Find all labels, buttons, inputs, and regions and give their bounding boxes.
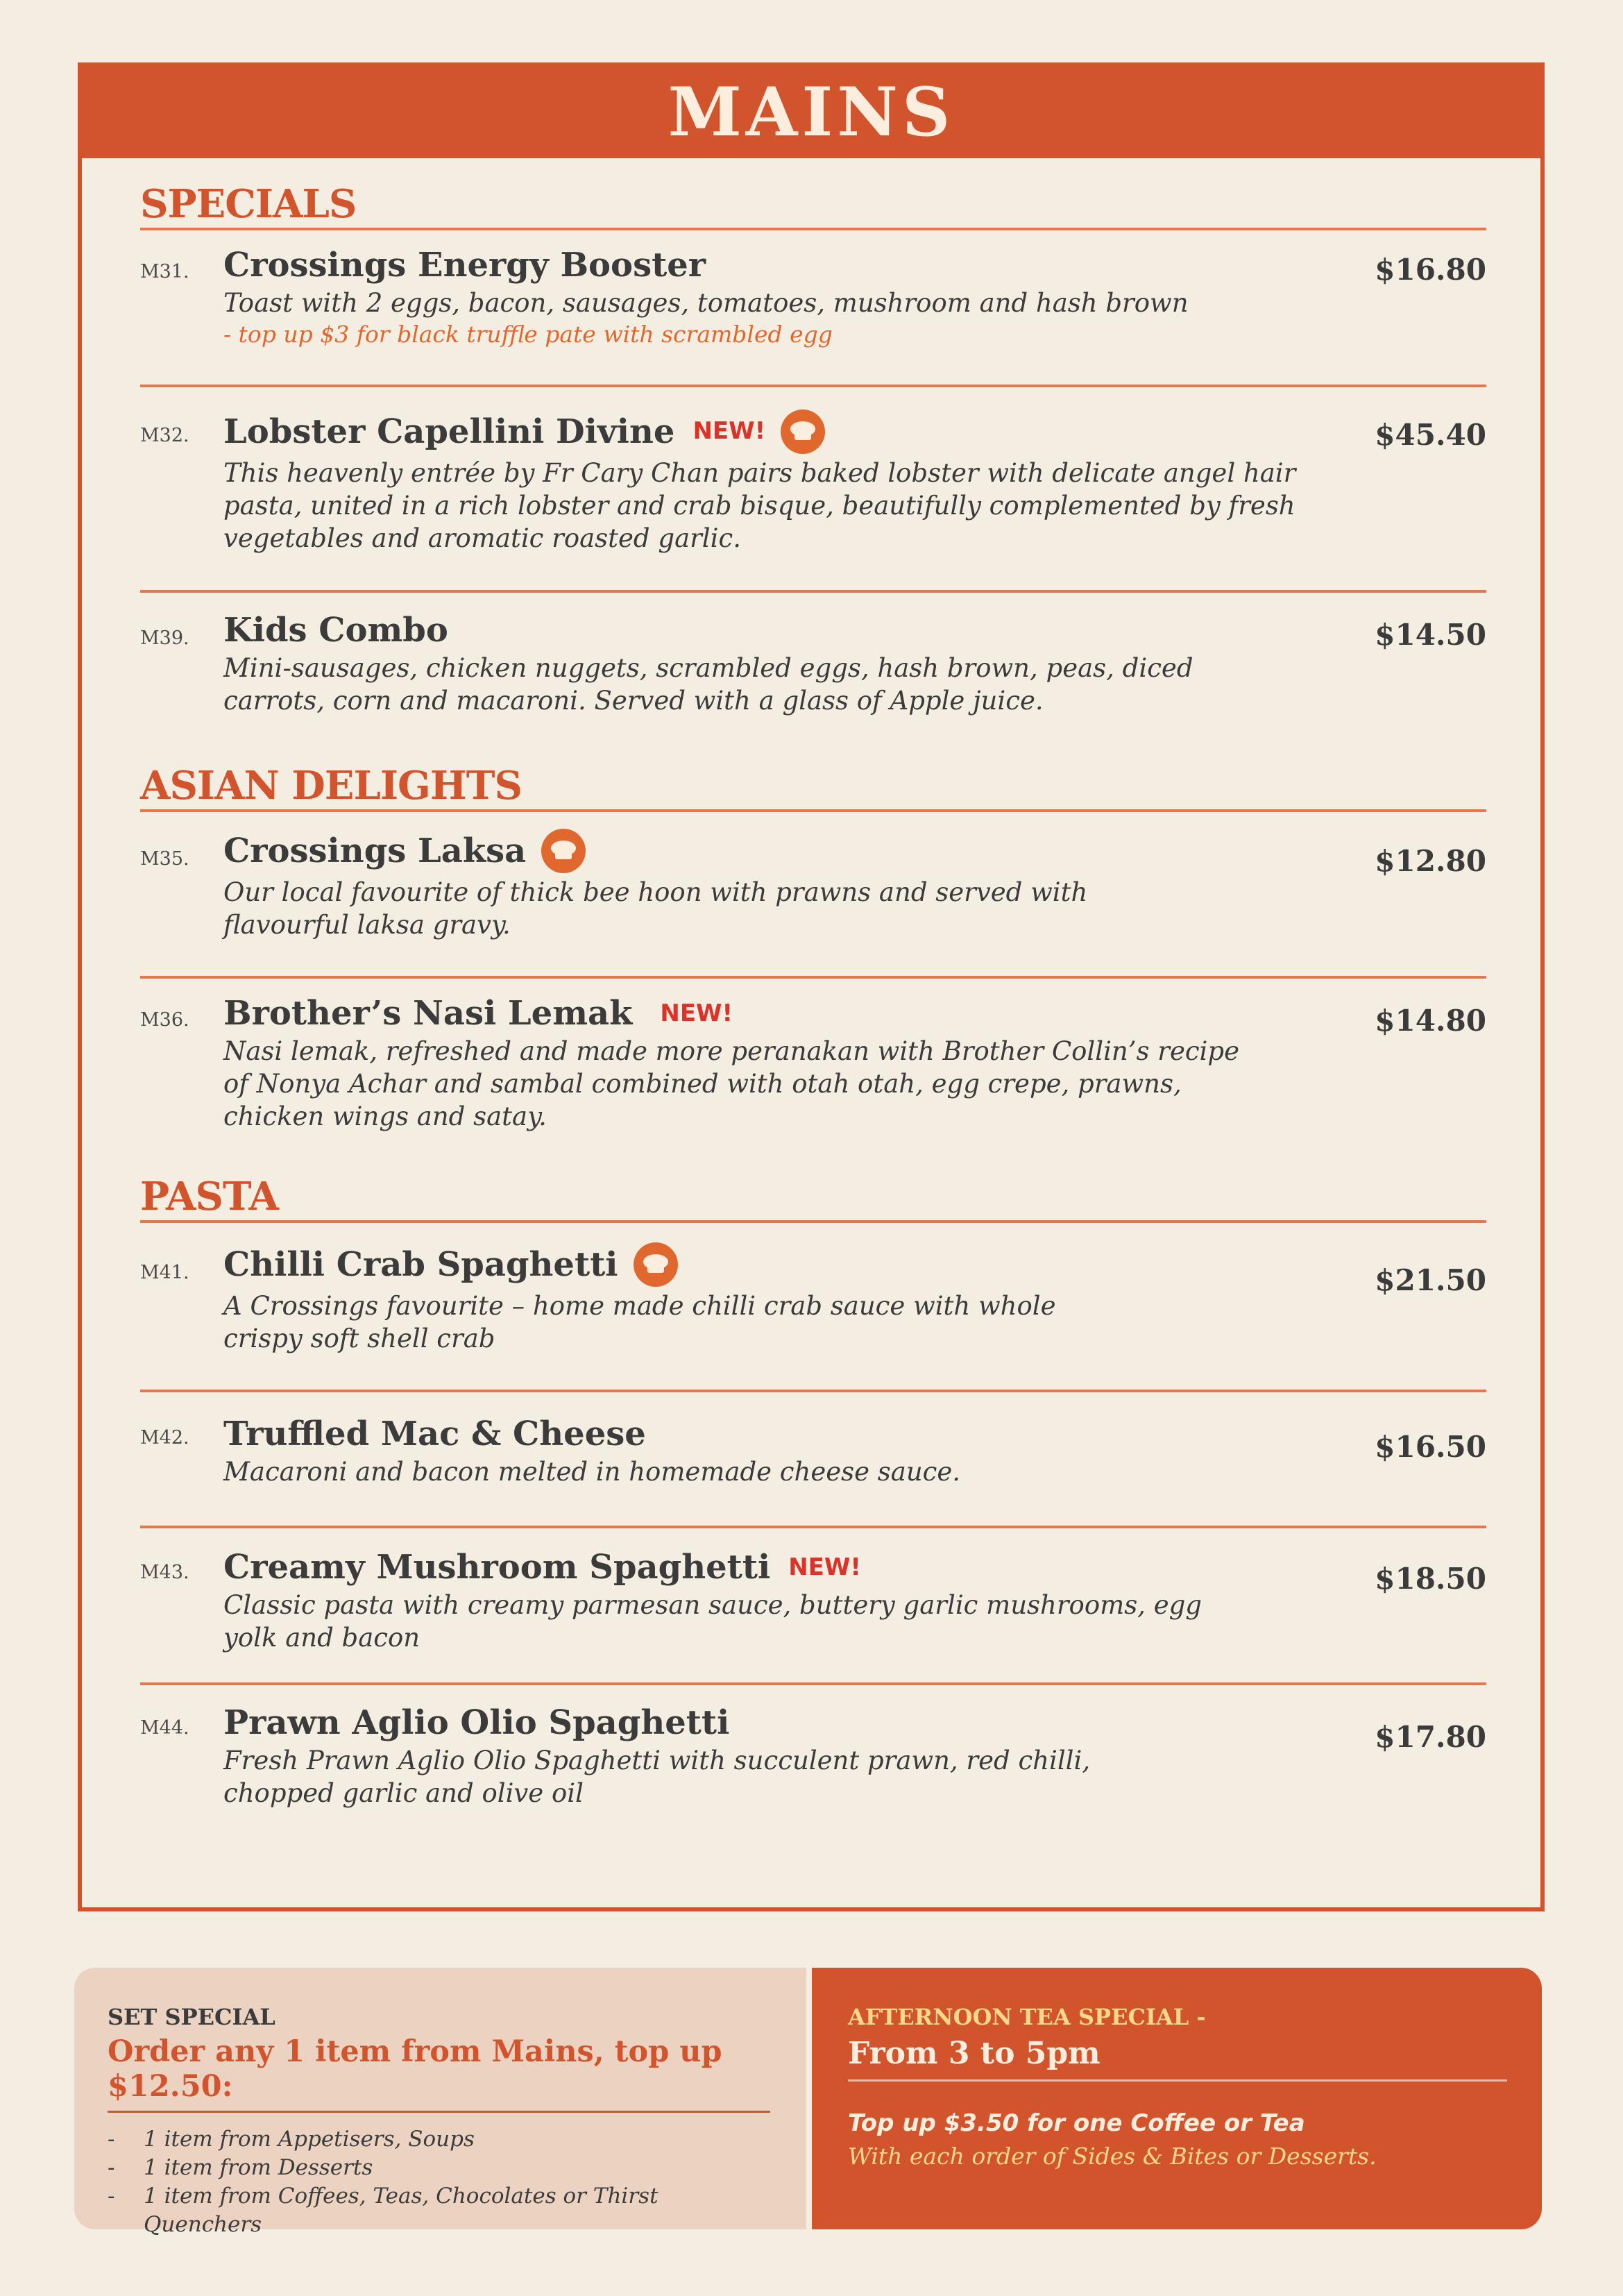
item-price: $18.50 [1375, 1562, 1486, 1596]
chef-hat-icon [781, 410, 825, 454]
item-name: Crossings Energy Booster [223, 246, 706, 285]
new-badge: NEW! [660, 999, 733, 1027]
new-badge: NEW! [788, 1553, 861, 1581]
item-price: $16.50 [1375, 1430, 1486, 1464]
item-description: Classic pasta with creamy parmesan sauce, buttery garlic mushrooms, egg yolk and bacon [223, 1589, 1202, 1653]
set-special-panel [74, 1968, 806, 2237]
item-name: Truffled Mac & Cheese [223, 1415, 646, 1453]
item-name: Kids Combo [223, 611, 448, 650]
item-description: Macaroni and bacon melted in homemade cheese sauce. [223, 1456, 961, 1487]
menu-item [140, 593, 1486, 754]
afternoon-tea-headline: From 3 to 5pm [848, 2036, 1507, 2082]
item-price: $14.50 [1375, 618, 1486, 652]
item-code: M42. [140, 1427, 189, 1449]
section-title-asian-delights: ASIAN DELIGHTS [140, 763, 522, 809]
item-name: Prawn Aglio Olio Spaghetti [223, 1703, 730, 1742]
set-special-label: SET SPECIAL [108, 2004, 275, 2030]
item-name: Crossings Laksa [223, 829, 1486, 873]
item-description: Toast with 2 eggs, bacon, sausages, tomatoes, mushroom and hash brown [223, 287, 1189, 318]
item-code: M36. [140, 1009, 189, 1031]
menu-item [140, 979, 1486, 1167]
afternoon-tea-offer: Top up $3.50 for one Coffee or Tea [848, 2109, 1305, 2137]
item-code: M43. [140, 1562, 189, 1583]
item-name: Chilli Crab Spaghetti [223, 1242, 1486, 1287]
list-item: - 1 item from Desserts [108, 2155, 373, 2180]
afternoon-tea-label: AFTERNOON TEA SPECIAL - [848, 2004, 1206, 2030]
menu-content [140, 158, 1486, 1852]
item-code: M41. [140, 1262, 189, 1283]
item-code: M39. [140, 627, 189, 649]
item-code: M32. [140, 425, 189, 446]
chef-hat-icon [541, 829, 586, 873]
item-price: $12.80 [1375, 844, 1486, 878]
list-item: - 1 item from Coffees, Teas, Chocolates or Thirst Quenchers [108, 2184, 658, 2237]
item-name: Creamy Mushroom Spaghetti NEW! [223, 1548, 861, 1587]
item-price: $17.80 [1375, 1720, 1486, 1754]
set-special-headline: Order any 1 item from Mains, top up $12.50: [108, 2034, 770, 2113]
header-bar [82, 67, 1540, 158]
item-price: $45.40 [1375, 418, 1486, 452]
menu-item [140, 230, 1486, 385]
item-code: M35. [140, 848, 189, 870]
set-special-list [108, 2125, 770, 2239]
new-badge: NEW! [692, 417, 766, 446]
item-price: $16.80 [1375, 253, 1486, 287]
afternoon-tea-panel [812, 1968, 1542, 2229]
list-item: - 1 item from Appetisers, Soups [108, 2127, 475, 2152]
menu-item [140, 1223, 1486, 1390]
item-name: Brother’s Nasi Lemak NEW! [223, 994, 733, 1033]
item-description: Our local favourite of thick bee hoon with prawns and served with flavourful laksa gravy. [223, 877, 1088, 940]
item-description: This heavenly entrée by Fr Cary Chan pairs baked lobster with delicate angel hair pasta, united in a rich lobster and crab bisque, beautifully complemented by fresh vegetables and aromatic roasted garlic. [223, 458, 1296, 553]
item-code: M31. [140, 261, 189, 282]
afternoon-tea-condition: With each order of Sides & Bites or Desserts. [848, 2143, 1377, 2170]
section-title-specials: SPECIALS [140, 181, 357, 227]
menu-item [140, 812, 1486, 976]
item-name: Lobster Capellini Divine NEW! [223, 410, 1486, 454]
menu-item [140, 1392, 1486, 1526]
menu-item [140, 1528, 1486, 1682]
chef-hat-icon [634, 1242, 678, 1287]
page-title: MAINS [668, 73, 955, 151]
item-description: Nasi lemak, refreshed and made more peranakan with Brother Collin’s recipe of Nonya Achar and sambal combined with otah otah, egg crepe, prawns, chicken wings and satay. [223, 1036, 1239, 1131]
mains-menu-frame [78, 62, 1545, 1911]
item-description: Fresh Prawn Aglio Olio Spaghetti with succulent prawn, red chilli, chopped garlic and olive oil [223, 1745, 1091, 1808]
item-description: A Crossings favourite – home made chilli crab sauce with whole crispy soft shell crab [223, 1291, 1056, 1353]
item-code: M44. [140, 1717, 189, 1739]
section-title-pasta: PASTA [140, 1174, 278, 1219]
menu-item [140, 1685, 1486, 1852]
item-description: Mini-sausages, chicken nuggets, scrambled eggs, hash brown, peas, diced carrots, corn and macaroni. Served with a glass of Apple juice. [223, 652, 1193, 716]
item-price: $14.80 [1375, 1004, 1486, 1038]
menu-item [140, 387, 1486, 590]
item-note: - top up $3 for black truffle pate with scrambled egg [223, 320, 833, 348]
item-price: $21.50 [1375, 1263, 1486, 1297]
